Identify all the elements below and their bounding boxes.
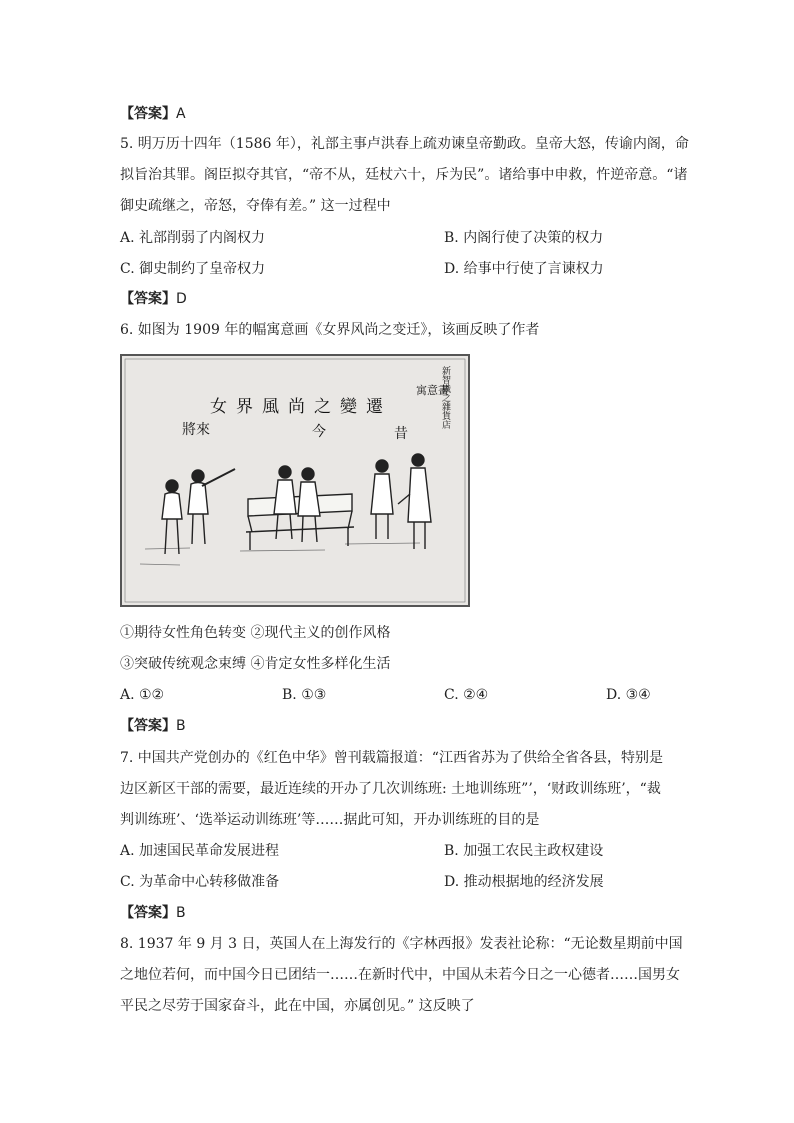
q5-line-2: 拟旨治其罪。阁臣拟夺其官，“帝不从，廷杖六十，斥为民”。诸给事中申救，忤逆帝意。“诸 bbox=[120, 167, 688, 183]
q6-option-b: B. ①③ bbox=[282, 687, 327, 703]
q6-option-d: D. ③④ bbox=[606, 687, 651, 703]
answer-value: D bbox=[176, 291, 187, 307]
answer-label: 【答案】 bbox=[120, 291, 176, 307]
caption-vertical: 新智識之雜貨店 bbox=[440, 366, 450, 429]
answer-label: 【答案】 bbox=[120, 905, 176, 921]
answer-value: B bbox=[176, 718, 186, 734]
cartoon-drawing bbox=[120, 354, 470, 607]
q7-line-1: 7. 中国共产党创办的《红色中华》曾刊载篇报道：“江西省苏为了供给全省各县，特别是 bbox=[120, 750, 663, 766]
q8-line-1: 8. 1937 年 9 月 3 日，英国人在上海发行的《字林西报》发表社论称：“无论数星期前中国 bbox=[120, 936, 683, 952]
q5-option-b: B. 内阁行使了决策的权力 bbox=[444, 230, 604, 246]
q7-option-d: D. 推动根据地的经济发展 bbox=[444, 874, 604, 890]
cartoon-image bbox=[120, 354, 470, 607]
q7-option-b: B. 加强工农民主政权建设 bbox=[444, 843, 604, 859]
answer-label: 【答案】 bbox=[120, 106, 176, 122]
q6-statements-2: ③突破传统观念束缚 ④肯定女性多样化生活 bbox=[120, 656, 391, 672]
q7-line-2: 边区新区干部的需要，最近连续的开办了几次训练班: 土地训练班”’，‘财政训练班’，“裁 bbox=[120, 781, 661, 797]
q5-line-3: 御史疏继之，帝怒，夺俸有差。” 这一过程中 bbox=[120, 198, 391, 214]
q8-line-3: 平民之尽劳于国家奋斗，此在中国，亦属创见。” 这反映了 bbox=[120, 998, 475, 1014]
cartoon-title: 女界風尚之變遷 bbox=[210, 397, 392, 417]
q6-option-a: A. ①② bbox=[120, 687, 165, 703]
q5-option-d: D. 给事中行使了言谏权力 bbox=[444, 261, 604, 277]
q5-option-c: C. 御史制约了皇帝权力 bbox=[120, 261, 266, 277]
answer-5 bbox=[120, 289, 187, 309]
caption-past: 昔 bbox=[394, 426, 408, 442]
caption-allegory: 寓意畫 bbox=[416, 384, 449, 397]
answer-4 bbox=[120, 104, 186, 124]
q8-line-2: 之地位若何，而中国今日已团结一……在新时代中，中国从未若今日之一心德者……国男女 bbox=[120, 967, 680, 983]
answer-7 bbox=[120, 903, 186, 923]
answer-label: 【答案】 bbox=[120, 718, 176, 734]
q6-stem: 6. 如图为 1909 年的幅寓意画《女界风尚之变迁》，该画反映了作者 bbox=[120, 322, 540, 338]
answer-6 bbox=[120, 716, 186, 736]
q5-line-1: 5. 明万历十四年（1586 年），礼部主事卢洪春上疏劝谏皇帝勤政。皇帝大怒，传谕内阁，命 bbox=[120, 136, 689, 152]
caption-future: 將來 bbox=[182, 422, 210, 438]
q7-line-3: 判训练班’、‘选举运动训练班’等……据此可知，开办训练班的目的是 bbox=[120, 812, 540, 828]
q6-option-c: C. ②④ bbox=[444, 687, 489, 703]
q6-statements-1: ①期待女性角色转变 ②现代主义的创作风格 bbox=[120, 625, 391, 641]
q7-option-c: C. 为革命中心转移做准备 bbox=[120, 874, 280, 890]
caption-present: 今 bbox=[312, 424, 326, 440]
answer-value: B bbox=[176, 905, 186, 921]
q5-option-a: A. 礼部削弱了内阁权力 bbox=[120, 230, 266, 246]
answer-value: A bbox=[176, 106, 186, 122]
q7-option-a: A. 加速国民革命发展进程 bbox=[120, 843, 280, 859]
